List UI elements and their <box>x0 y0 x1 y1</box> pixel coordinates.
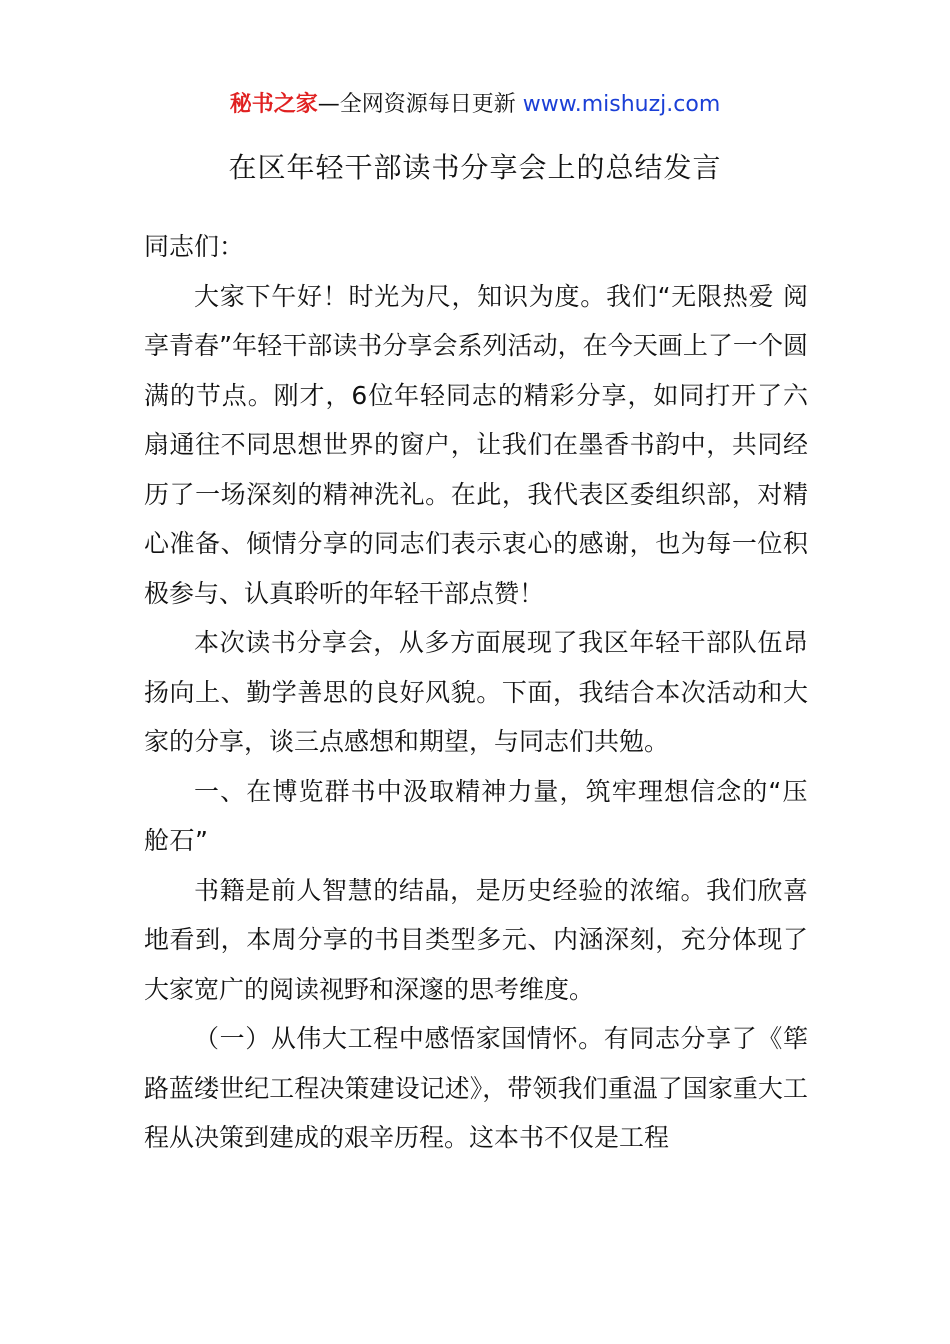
site-header <box>0 88 950 122</box>
salutation: 同志们： <box>144 232 245 261</box>
brand-name: 秘书之家 <box>229 92 318 117</box>
paragraph-subsection-1: （一）从伟大工程中感悟家国情怀。有同志分享了《筚路蓝缕世纪工程决策建设记述》，带领我们重温了国家重大工程从决策到建成的艰辛历程。这本书不仅是工程 <box>144 1024 808 1152</box>
paragraph-greeting: 大家下午好！时光为尺，知识为度。我们“无限热爱 阅享青春”年轻干部读书分享会系列活动，在今天画上了一个圆满的节点。刚才，6位年轻同志的精彩分享，如同打开了六扇通往不同思想世界的窗户，让我们在墨香书韵中，共同经历了一场深刻的精神洗礼。在此，我代表区委组织部，对精心准备、倾情分享的同志们表示衷心的感谢，也为每一位积极参与、认真聆听的年轻干部点赞！ <box>144 281 808 608</box>
document-body <box>144 222 808 1163</box>
document-title: 在区年轻干部读书分享会上的总结发言 <box>228 151 722 184</box>
paragraph-section-1-intro: 书籍是前人智慧的结晶，是历史经验的浓缩。我们欣喜地看到，本周分享的书目类型多元、内涵深刻，充分体现了大家宽广的阅读视野和深邃的思考维度。 <box>144 875 808 1004</box>
paragraph-overview: 本次读书分享会，从多方面展现了我区年轻干部队伍昂扬向上、勤学善思的良好风貌。下面，我结合本次活动和大家的分享，谈三点感想和期望，与同志们共勉。 <box>144 628 808 756</box>
site-url-link[interactable]: www.mishuzj.com <box>522 92 721 117</box>
header-tagline: —全网资源每日更新 <box>317 92 523 117</box>
section-heading-1: 一、在博览群书中汲取精神力量，筑牢理想信念的“压舱石” <box>144 776 808 855</box>
